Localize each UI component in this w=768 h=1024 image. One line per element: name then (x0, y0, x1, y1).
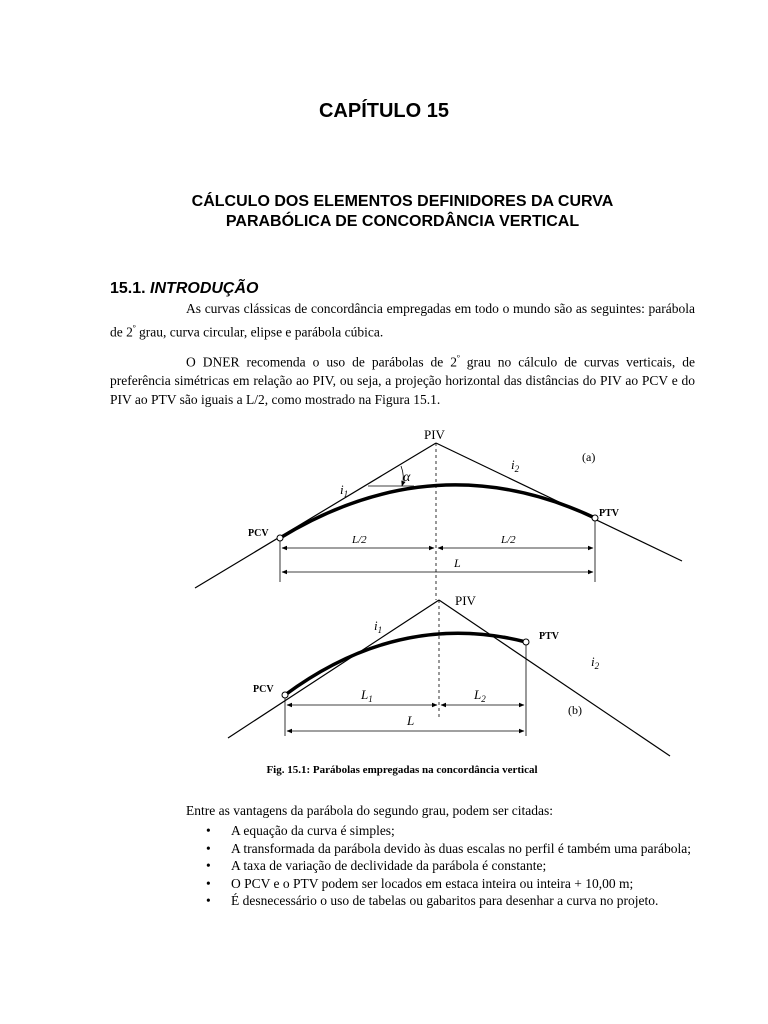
chapter-title (110, 192, 695, 232)
parabola-curve-a (280, 485, 595, 538)
pcv-point-b (282, 692, 288, 698)
parabola-curve-b (285, 633, 526, 695)
alpha-label: α (403, 470, 411, 485)
bullet-marker: • (206, 893, 211, 908)
l2-label-b: $L_2$ (474, 687, 486, 704)
half-left-label-a: L/2 (352, 534, 367, 546)
list-item (186, 892, 696, 910)
bullet-marker: • (206, 840, 211, 856)
list-item (186, 822, 696, 840)
intro-paragraph-1 (110, 300, 695, 342)
ptv-point-a (592, 515, 598, 521)
list-item-text: A equação da curva é simples; (231, 823, 395, 838)
chapter-heading: CAPÍTULO 15 (318, 100, 450, 122)
intro-paragraph-2 (110, 349, 695, 409)
list-item-text: É desnecessário o uso de tabelas ou gabaritos para desenhar a curva no projeto. (231, 893, 659, 908)
section-number: 15.1. (110, 280, 146, 297)
advantages-intro: Entre as vantagens da parábola do segundo grau, podem ser citadas: (186, 803, 553, 818)
ptv-point-b (523, 639, 529, 645)
list-item (186, 840, 696, 858)
tangent-line-i2-b (439, 600, 670, 756)
para1-text-b: grau, curva circular, elipse e parábola cúbica. (135, 324, 384, 339)
section-title: INTRODUÇÃO (150, 280, 259, 297)
chapter-title-line-2: PARABÓLICA DE CONCORDÂNCIA VERTICAL (225, 213, 580, 230)
slope-i2-label-b: $i_2$ (591, 654, 600, 671)
slope-i1-label-b: $i_1$ (374, 618, 383, 635)
para1-text-a: As curvas clássicas de concordância empregadas em todo o mundo são as seguintes: parábola de 2 (110, 301, 695, 339)
para2-superscript: º (457, 353, 460, 363)
slope-i1-label-a: $i_1$ (340, 482, 349, 499)
pcv-label-a: PCV (248, 528, 269, 539)
para1-superscript: º (132, 322, 136, 333)
section-heading (110, 280, 258, 298)
total-length-label-b: L (407, 713, 415, 728)
half-right-label-a: L/2 (501, 534, 516, 546)
bullet-marker: • (206, 875, 211, 891)
list-item-text: A taxa de variação de declividade da parábola é constante; (231, 858, 547, 873)
pcv-label-b: PCV (253, 684, 274, 695)
list-item (186, 857, 696, 875)
panel-label-b: (b) (568, 703, 582, 717)
bullet-marker: • (206, 823, 211, 838)
chapter-title-line-1: CÁLCULO DOS ELEMENTOS DEFINIDORES DA CURVA (191, 193, 614, 210)
slope-i2-label-a: $i_2$ (511, 457, 520, 474)
figure-panel-b (228, 593, 670, 756)
total-length-label-a: L (454, 556, 461, 570)
figure-panel-a (195, 427, 682, 600)
figure-15-1 (190, 420, 720, 760)
panel-label-a: (a) (582, 450, 596, 464)
para2-text-b: grau no cálculo de curvas verticais, de preferência simétricas em relação ao PIV, ou seja, a projeção horizontal das distâncias do PIV ao PCV e do PIV ao PTV são iguais a L/2, como mostrado na Figura 15.1. (110, 354, 695, 407)
figure-caption: Fig. 15.1: Parábolas empregadas na concordância vertical (266, 764, 538, 776)
bullet-marker: • (206, 858, 211, 873)
ptv-label-b: PTV (539, 631, 559, 642)
advantages-list (186, 822, 696, 910)
tangent-line-i1-a (195, 443, 436, 588)
list-item-text: O PCV e o PTV podem ser locados em estaca inteira ou inteira + 10,00 m; (231, 875, 634, 891)
l1-label-b: $L_1$ (361, 687, 373, 704)
list-item (186, 875, 696, 893)
para2-text-a: O DNER recomenda o uso de parábolas de 2 (186, 354, 458, 370)
list-item-text: A transformada da parábola devido às duas escalas no perfil é também uma parábola; (231, 840, 691, 856)
piv-label-b: PIV (455, 593, 476, 608)
ptv-label-a: PTV (599, 508, 619, 519)
piv-label-a: PIV (424, 427, 445, 442)
pcv-point-a (277, 535, 283, 541)
